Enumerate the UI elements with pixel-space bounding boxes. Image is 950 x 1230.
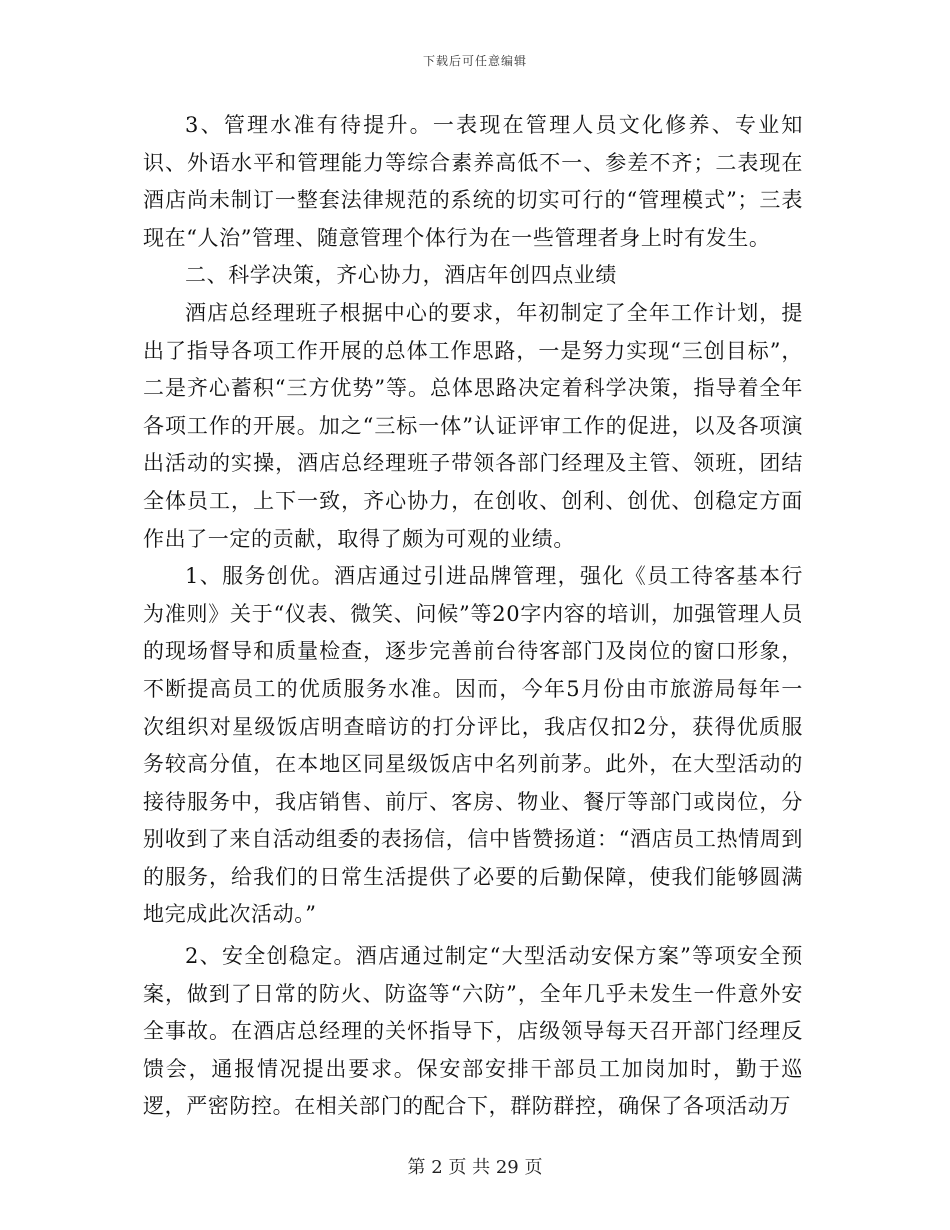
paragraph-service-excellence: 1、服务创优。酒店通过引进品牌管理，强化《员工待客基本行为准则》关于“仪表、微笑、问候”等20字内容的培训，加强管理人员的现场督导和质量检查，逐步完善前台待客部门及岗位的窗口形象，不断提高员工的优质服务水准。因而，今年5月份由市旅游局每年一次组织对星级饭店明查暗访的打分评比，我店仅扣2分，获得优质服务较高分值，在本地区同星级饭店中名列前茅。此外，在大型活动的接待服务中，我店销售、前厅、客房、物业、餐厅等部门或岗位，分别收到了来自活动组委的表扬信，信中皆赞扬道：“酒店员工热情周到的服务，给我们的日常生活提供了必要的后勤保障，使我们能够圆满地完成此次活动。” [143, 564, 803, 927]
page-number: 第 2 页 共 29 页 [407, 1157, 543, 1178]
page-header-note: 下载后可任意编辑 [422, 54, 527, 68]
paragraph-safety-stability: 2、安全创稳定。酒店通过制定“大型活动安保方案”等项安全预案，做到了日常的防火、防盗等“六防”，全年几乎未发生一件意外安全事故。在酒店总经理的关怀指导下，店级领导每天召开部门经理反馈会，通报情况提出要求。保安部安排干部员工加岗加时，勤于巡逻，严密防控。在相关部门的配合下，群防群控，确保了各项活动万 [143, 944, 803, 1119]
paragraph-management-level: 3、管理水准有待提升。一表现在管理人员文化修养、专业知识、外语水平和管理能力等综合素养高低不一、参差不齐；二表现在酒店尚未制订一整套法律规范的系统的切实可行的“管理模式”；三表现在“人治”管理、随意管理个体行为在一些管理者身上时有发生。 [143, 113, 803, 250]
section-heading: 二、科学决策，齐心协力，酒店年创四点业绩 [185, 263, 617, 288]
paragraph-overall-plan: 酒店总经理班子根据中心的要求，年初制定了全年工作计划，提出了指导各项工作开展的总体工作思路，一是努力实现“三创目标”，二是齐心蓄积“三方优势”等。总体思路决定着科学决策，指导着全年各项工作的开展。加之“三标一体”认证评审工作的促进，以及各项演出活动的实操，酒店总经理班子带领各部门经理及主管、领班，团结全体员工，上下一致，齐心协力，在创收、创利、创优、创稳定方面作出了一定的贡献，取得了颇为可观的业绩。 [143, 300, 803, 551]
document-body [143, 107, 803, 1126]
